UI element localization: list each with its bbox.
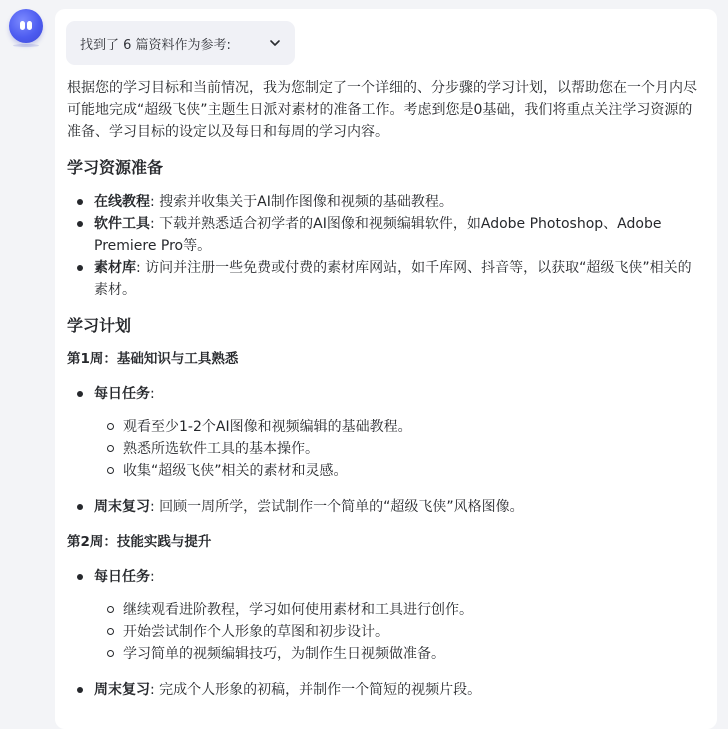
list-item: 每日任务: 继续观看进阶教程，学习如何使用素材和工具进行创作。 开始尝试制作个人形象的草图和初步设计。 学习简单的视频编辑技巧，为制作生日视频做准备。	[94, 566, 697, 665]
list-item: 周末复习: 完成个人形象的初稿，并制作一个简短的视频片段。	[94, 679, 697, 701]
assistant-message-card	[55, 9, 717, 729]
week-1-daily-tasks	[94, 416, 697, 482]
item-term: 软件工具	[94, 216, 150, 232]
item-text: 下载并熟悉适合初学者的AI图像和视频编辑软件，如Adobe Photoshop、Adobe Premiere Pro等。	[94, 216, 662, 254]
message-content	[67, 77, 697, 701]
week-1-list	[67, 383, 697, 518]
item-term: 在线教程	[94, 194, 150, 210]
sources-label: 找到了 6 篇资料作为参考:	[80, 37, 231, 53]
daily-label: 每日任务	[94, 569, 150, 585]
resources-list	[67, 191, 697, 301]
avatar-eye-right	[27, 21, 32, 30]
intro-paragraph: 根据您的学习目标和当前情况，我为您制定了一个详细的、分步骤的学习计划，以帮助您在一个月内尽可能地完成“超级飞侠”主题生日派对素材的准备工作。考虑到您是0基础，我们将重点关注学习资源的准备、学习目标的设定以及每日和每周的学习内容。	[67, 80, 697, 140]
item-term: 素材库	[94, 260, 136, 276]
item-text: 访问并注册一些免费或付费的素材库网站，如千库网、抖音等，以获取“超级飞侠”相关的素材。	[94, 260, 692, 298]
list-item: 软件工具: 下载并熟悉适合初学者的AI图像和视频编辑软件，如Adobe Photoshop、Adobe Premiere Pro等。	[94, 213, 697, 257]
sub-list-item: 学习简单的视频编辑技巧，为制作生日视频做准备。	[123, 643, 697, 665]
list-item: 在线教程: 搜索并收集关于AI制作图像和视频的基础教程。	[94, 191, 697, 213]
review-label: 周末复习	[94, 682, 150, 698]
sub-list-item: 开始尝试制作个人形象的草图和初步设计。	[123, 621, 697, 643]
review-text: 完成个人形象的初稿，并制作一个简短的视频片段。	[159, 682, 482, 698]
assistant-avatar	[9, 9, 43, 43]
week-2-title: 第2周：技能实践与提升	[67, 534, 212, 550]
sources-dropdown[interactable]	[66, 21, 295, 65]
review-label: 周末复习	[94, 499, 150, 515]
list-item: 素材库: 访问并注册一些免费或付费的素材库网站，如千库网、抖音等，以获取“超级飞侠”相关的素材。	[94, 257, 697, 301]
list-item: 周末复习: 回顾一周所学，尝试制作一个简单的“超级飞侠”风格图像。	[94, 496, 697, 518]
review-text: 回顾一周所学，尝试制作一个简单的“超级飞侠”风格图像。	[159, 499, 524, 515]
list-item: 每日任务: 观看至少1-2个AI图像和视频编辑的基础教程。 熟悉所选软件工具的基本操作。 收集“超级飞侠”相关的素材和灵感。	[94, 383, 697, 482]
sub-list-item: 继续观看进阶教程，学习如何使用素材和工具进行创作。	[123, 599, 697, 621]
chevron-down-icon	[269, 37, 281, 49]
section-heading-plan: 学习计划	[67, 316, 132, 335]
sub-list-item: 收集“超级飞侠”相关的素材和灵感。	[123, 460, 697, 482]
week-1-title: 第1周：基础知识与工具熟悉	[67, 351, 239, 367]
item-text: 搜索并收集关于AI制作图像和视频的基础教程。	[159, 194, 453, 210]
section-heading-resources: 学习资源准备	[67, 158, 164, 177]
week-2-daily-tasks	[94, 599, 697, 665]
sub-list-item: 熟悉所选软件工具的基本操作。	[123, 438, 697, 460]
avatar-shadow	[13, 44, 39, 47]
daily-label: 每日任务	[94, 386, 150, 402]
sub-list-item: 观看至少1-2个AI图像和视频编辑的基础教程。	[123, 416, 697, 438]
week-2-list	[67, 566, 697, 701]
avatar-eye-left	[20, 21, 25, 30]
